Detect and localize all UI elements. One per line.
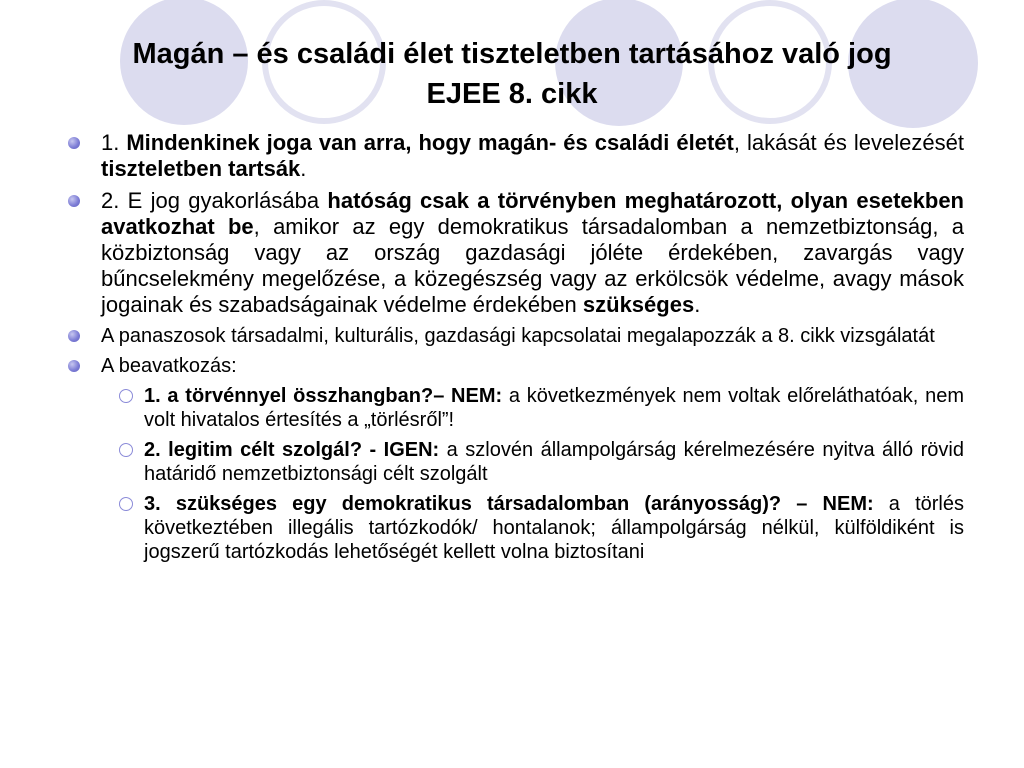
ring-bullet-icon xyxy=(119,443,133,457)
ring-bullet-icon xyxy=(119,389,133,403)
sub-bullet-item xyxy=(66,492,964,564)
item-text: 1. xyxy=(101,130,127,155)
bullet-item xyxy=(66,354,964,378)
sub-item-bold-text: 2. legitim célt szolgál? - IGEN: xyxy=(144,439,440,461)
bullet-dot-icon xyxy=(68,330,80,342)
sub-item-bold-text: 3. szükséges egy demokratikus társadalomban (arányosság)? – NEM: xyxy=(144,493,874,515)
item-bold-text: szükséges xyxy=(582,292,695,317)
slide-body xyxy=(66,130,964,570)
slide-title xyxy=(40,34,984,114)
ring-bullet-icon xyxy=(119,497,133,511)
title-line-1: Magán – és családi élet tiszteletben tartásához való jog xyxy=(132,38,892,70)
item-text: A beavatkozás: xyxy=(101,355,237,377)
title-line-2: EJEE 8. cikk xyxy=(426,78,598,110)
item-bold-text: tiszteletben tartsák xyxy=(101,156,301,181)
bullet-item xyxy=(66,324,964,348)
item-text: . xyxy=(300,156,307,181)
bullet-dot-icon xyxy=(68,137,80,149)
sub-item-text: a következmények nem voltak előreláthatóak, nem volt hivatalos értesítés a „törlésről”! xyxy=(144,385,964,431)
sub-item-text: a szlovén állampolgárság kérelmezésére nyitva álló rövid határidő nemzetbiztonsági célt szolgált xyxy=(144,439,964,485)
item-text: . xyxy=(694,292,701,317)
bullet-item xyxy=(66,130,964,182)
bullet-item xyxy=(66,188,964,318)
item-text: 2. E jog gyakorlásába xyxy=(101,188,328,213)
sub-bullet-item xyxy=(66,438,964,486)
item-text: , lakását és levelezését xyxy=(733,130,964,155)
bullet-dot-icon xyxy=(68,195,80,207)
bullet-dot-icon xyxy=(68,360,80,372)
item-text: A panaszosok társadalmi, kulturális, gazdasági kapcsolatai megalapozzák a 8. cikk vizsgálatát xyxy=(101,325,935,347)
sub-bullet-item xyxy=(66,384,964,432)
sub-item-text: a törlés következtében illegális tartózkodók/ hontalanok; állampolgárság nélkül, külföldiként is jogszerű tartózkodás lehetőségét kellett volna biztosítani xyxy=(144,493,964,563)
item-text: , amikor az egy demokratikus társadalomban a nemzetbiztonság, a közbiztonság vagy az ország gazdasági jóléte érdekében, zavargás vagy bűncselekmény megelőzése, a közegészség vagy az erkölcsök védelme, avagy mások jogainak és szabadságainak védelme érdekében xyxy=(101,214,965,317)
item-bold-text: Mindenkinek joga van arra, hogy magán- és családi életét xyxy=(126,130,734,155)
item-bold-text: hatóság csak a törvényben meghatározott, olyan esetekben avatkozhat be xyxy=(101,188,964,239)
sub-item-bold-text: 1. a törvénnyel összhangban?– NEM: xyxy=(144,385,503,407)
